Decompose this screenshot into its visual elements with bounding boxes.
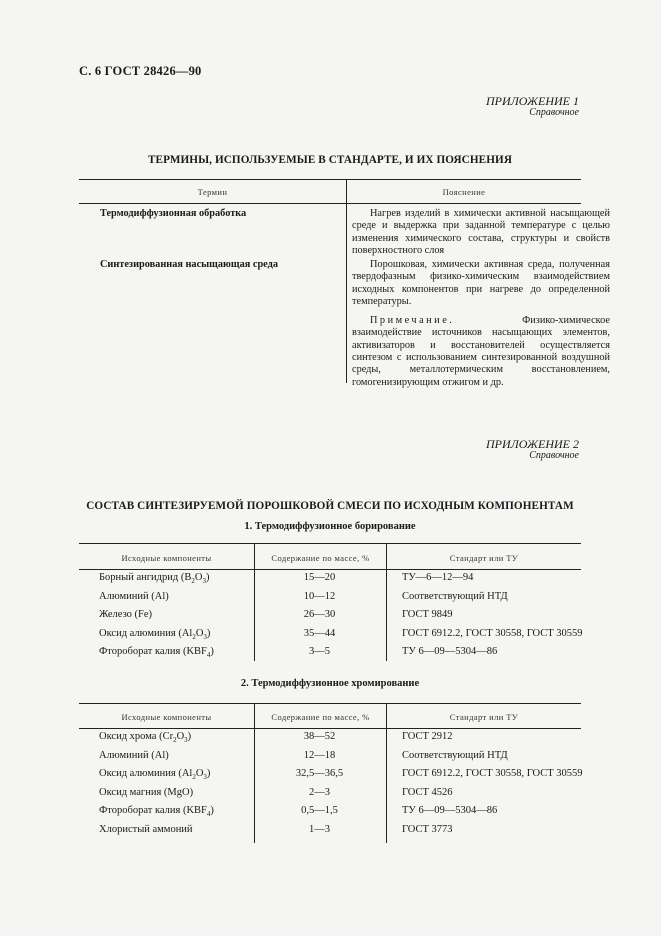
table-row <box>79 628 581 646</box>
term-1: Термодиффузионная обработка <box>100 208 247 219</box>
component-name: Алюминий (Al) <box>99 749 169 761</box>
table-row <box>79 805 581 823</box>
appendix-1-title: ПРИЛОЖЕНИЕ 1 <box>486 94 579 108</box>
appendix-2-title: ПРИЛОЖЕНИЕ 2 <box>486 437 579 451</box>
standard: Соответствующий НТД <box>402 590 508 602</box>
column-header-content: Содержание по массе, % <box>271 712 370 722</box>
appendix-1-label <box>486 95 579 119</box>
explanation-1-text: Нагрев изделий в химически активной насыщающей среде и выдержка при заданной температуре с целью изменения химического состава, структуры и свойств поверхностного слоя <box>352 208 610 256</box>
component-name: Оксид хрома $(Cr_2O_3)$ <box>99 731 192 745</box>
standard: ГОСТ 6912.2, ГОСТ 30558, ГОСТ 30559 <box>402 768 583 779</box>
table-rule <box>79 703 581 704</box>
mass-content: 32,5—36,5 <box>295 768 344 779</box>
term-2: Синтезированная насыщающая среда <box>100 259 278 270</box>
column-header-term: Термин <box>197 187 228 197</box>
mass-content: 0,5—1,5 <box>301 805 338 816</box>
table-row <box>79 731 581 749</box>
table-row <box>79 750 581 768</box>
appendix-2-label <box>486 438 579 462</box>
table-row <box>79 572 581 590</box>
note-text: Физико-химическое взаимодействие источников насыщающих элементов, активизаторов и восстановителей осуществляется синтезом с использованием синтезированной воздушной среды, металлотермическим восстановлением, гомогенизирующим отжигом и др. <box>352 315 610 388</box>
mass-content: 1—3 <box>309 823 330 835</box>
component-name: Алюминий (Al) <box>99 590 169 602</box>
component-name: Оксид алюминия $(Al_2O_3)$ <box>99 768 211 782</box>
appendix-2-subtitle: Справочное <box>529 450 579 461</box>
note-label: Примечание. <box>370 315 455 327</box>
column-header-content: Содержание по массе, % <box>271 553 370 563</box>
component-name: Хлористый аммоний <box>99 823 193 835</box>
column-header-standard: Стандарт или ТУ <box>449 712 519 722</box>
component-name: Фтороборат калия $(KBF_4)$ <box>99 805 214 819</box>
mass-content: 26—30 <box>303 609 336 620</box>
table-rule <box>79 728 581 729</box>
mass-content: 3—5 <box>309 646 330 657</box>
table-2-title: 2. Термодиффузионное хромирование <box>240 678 420 689</box>
standard: ТУ—6—12—94 <box>402 572 474 583</box>
mass-content: 35—44 <box>303 627 336 639</box>
table-row <box>79 768 581 786</box>
table-rule <box>79 179 581 180</box>
standard: ТУ 6—09—5304—86 <box>402 805 498 816</box>
section-1-title: ТЕРМИНЫ, ИСПОЛЬЗУЕМЫЕ В СТАНДАРТЕ, И ИХ ПОЯСНЕНИЯ <box>147 154 513 166</box>
standard: ТУ 6—09—5304—86 <box>402 646 498 657</box>
explanation-1 <box>352 208 610 257</box>
component-name: Железо (Fe) <box>99 609 153 620</box>
table-1-title: 1. Термодиффузионное борирование <box>244 521 416 532</box>
column-header-standard: Стандарт или ТУ <box>449 553 519 563</box>
column-header-explanation: Пояснение <box>442 187 486 197</box>
page-header: С. 6 ГОСТ 28426—90 <box>79 64 202 78</box>
standard: ГОСТ 9849 <box>402 609 453 620</box>
column-header-component: Исходные компоненты <box>121 712 212 722</box>
explanation-2 <box>352 259 610 389</box>
component-name: Борный ангидрид $(B_2O_3)$ <box>99 572 210 586</box>
explanation-2-note <box>352 315 610 389</box>
component-name: Оксид алюминия $(Al_2O_3)$ <box>99 627 211 641</box>
standard: ГОСТ 4526 <box>402 786 453 798</box>
appendix-1-subtitle: Справочное <box>529 107 579 118</box>
column-divider <box>346 179 347 383</box>
table-rule <box>79 543 581 544</box>
table-row <box>79 591 581 609</box>
component-name: Оксид магния (MgO) <box>99 786 194 798</box>
table-row <box>79 787 581 805</box>
mass-content: 12—18 <box>303 749 336 761</box>
standard: ГОСТ 2912 <box>402 731 453 742</box>
mass-content: 38—52 <box>303 731 336 742</box>
table-row <box>79 609 581 627</box>
mass-content: 15—20 <box>303 572 336 583</box>
mass-content: 2—3 <box>309 786 330 798</box>
standard: ГОСТ 3773 <box>402 823 453 835</box>
section-2-title: СОСТАВ СИНТЕЗИРУЕМОЙ ПОРОШКОВОЙ СМЕСИ ПО ИСХОДНЫМ КОМПОНЕНТАМ <box>86 500 574 512</box>
column-header-component: Исходные компоненты <box>121 553 212 563</box>
table-row <box>79 824 581 842</box>
explanation-2-text: Порошковая, химически активная среда, полученная твердофазным физико-химическим взаимодействием исходных компонентов при нагреве до определенной температуры. <box>352 259 610 307</box>
standard: Соответствующий НТД <box>402 749 508 761</box>
standard: ГОСТ 6912.2, ГОСТ 30558, ГОСТ 30559 <box>402 627 583 639</box>
table-rule <box>79 569 581 570</box>
mass-content: 10—12 <box>303 590 336 602</box>
table-row <box>79 646 581 664</box>
table-rule <box>79 203 581 204</box>
component-name: Фтороборат калия $(KBF_4)$ <box>99 646 214 660</box>
